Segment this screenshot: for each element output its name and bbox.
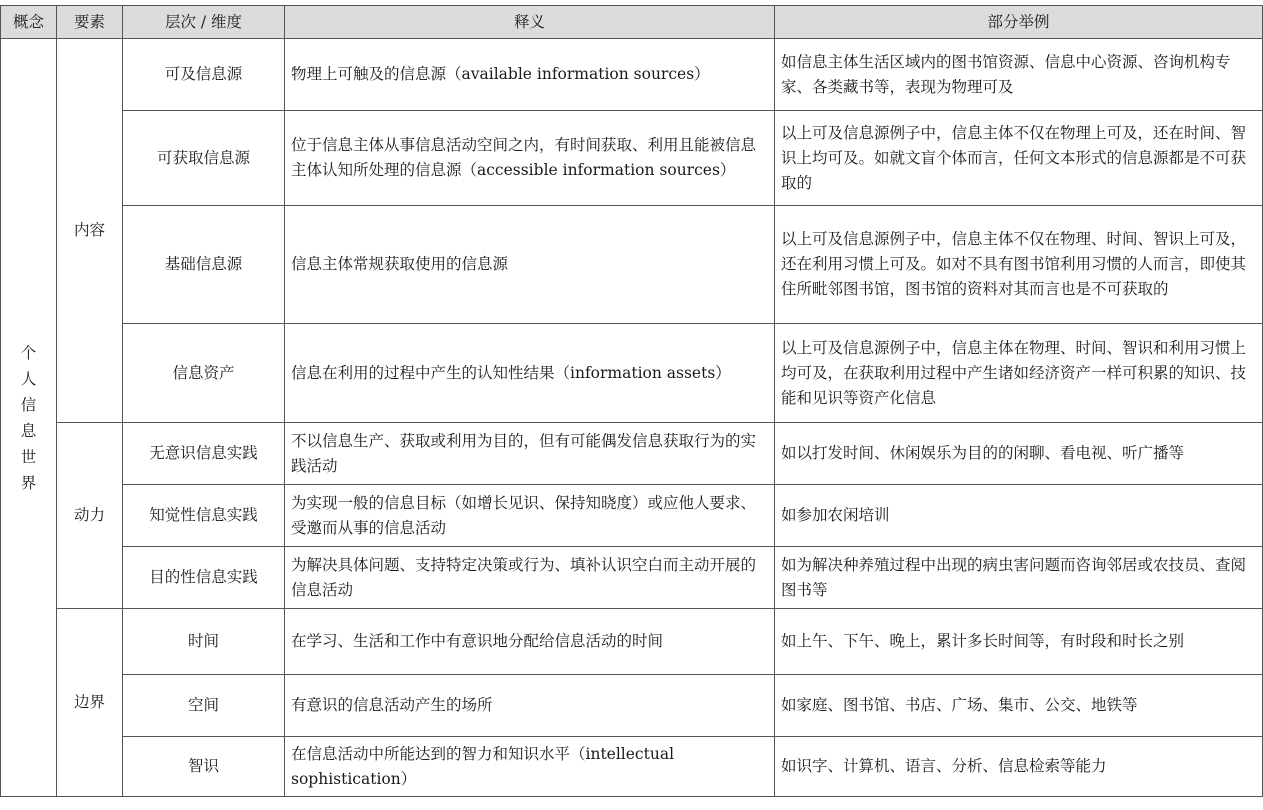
example-cell: 如参加农闲培训	[775, 485, 1263, 547]
header-dimension: 层次 / 维度	[123, 6, 285, 39]
example-cell: 以上可及信息源例子中，信息主体不仅在物理、时间、智识上可及，还在利用习惯上可及。如对不具有图书馆利用习惯的人而言，即使其住所毗邻图书馆，图书馆的资料对其而言也是不可获取的	[775, 206, 1263, 324]
header-explanation: 释义	[285, 6, 775, 39]
explanation-cell: 信息在利用的过程中产生的认知性结果（information assets）	[285, 324, 775, 423]
table-row	[1, 423, 1263, 485]
table-row	[1, 39, 1263, 111]
explanation-cell: 位于信息主体从事信息活动空间之内，有时间获取、利用且能被信息主体认知所处理的信息源（accessible information sources）	[285, 111, 775, 206]
table-body	[1, 39, 1263, 797]
table-row	[1, 485, 1263, 547]
example-cell: 如以打发时间、休闲娱乐为目的的闲聊、看电视、听广播等	[775, 423, 1263, 485]
dimension-cell: 信息资产	[123, 324, 285, 423]
example-cell: 如为解决种养殖过程中出现的病虫害问题而咨询邻居或农技员、查阅图书等	[775, 547, 1263, 609]
dimension-cell: 智识	[123, 737, 285, 797]
dimension-cell: 可获取信息源	[123, 111, 285, 206]
dimension-cell: 目的性信息实践	[123, 547, 285, 609]
explanation-cell: 不以信息生产、获取或利用为目的，但有可能偶发信息获取行为的实践活动	[285, 423, 775, 485]
example-cell: 如上午、下午、晚上，累计多长时间等，有时段和时长之别	[775, 609, 1263, 675]
element-cell-content: 内容	[57, 39, 123, 423]
element-cell-boundary: 边界	[57, 609, 123, 797]
dimension-cell: 基础信息源	[123, 206, 285, 324]
dimension-cell: 知觉性信息实践	[123, 485, 285, 547]
dimension-cell: 时间	[123, 609, 285, 675]
header-row	[1, 6, 1263, 39]
example-cell: 如信息主体生活区域内的图书馆资源、信息中心资源、咨询机构专家、各类藏书等，表现为物理可及	[775, 39, 1263, 111]
table-row	[1, 737, 1263, 797]
table-row	[1, 324, 1263, 423]
element-cell-motivation: 动力	[57, 423, 123, 609]
table-row	[1, 609, 1263, 675]
concept-cell: 个人信息世界	[1, 39, 57, 797]
explanation-cell: 在学习、生活和工作中有意识地分配给信息活动的时间	[285, 609, 775, 675]
table-row	[1, 111, 1263, 206]
explanation-cell: 物理上可触及的信息源（available information sources）	[285, 39, 775, 111]
example-cell: 如识字、计算机、语言、分析、信息检索等能力	[775, 737, 1263, 797]
table-row	[1, 675, 1263, 737]
explanation-cell: 信息主体常规获取使用的信息源	[285, 206, 775, 324]
explanation-cell: 为实现一般的信息目标（如增长见识、保持知晓度）或应他人要求、受邀而从事的信息活动	[285, 485, 775, 547]
table-row	[1, 206, 1263, 324]
explanation-cell: 在信息活动中所能达到的智力和知识水平（intellectual sophistication）	[285, 737, 775, 797]
header-concept: 概念	[1, 6, 57, 39]
header-element: 要素	[57, 6, 123, 39]
dimension-cell: 可及信息源	[123, 39, 285, 111]
dimension-cell: 空间	[123, 675, 285, 737]
table-header	[1, 6, 1263, 39]
header-example: 部分举例	[775, 6, 1263, 39]
example-cell: 如家庭、图书馆、书店、广场、集市、公交、地铁等	[775, 675, 1263, 737]
information-world-table	[0, 5, 1263, 797]
example-cell: 以上可及信息源例子中，信息主体不仅在物理上可及，还在时间、智识上均可及。如就文盲个体而言，任何文本形式的信息源都是不可获取的	[775, 111, 1263, 206]
table-row	[1, 547, 1263, 609]
dimension-cell: 无意识信息实践	[123, 423, 285, 485]
example-cell: 以上可及信息源例子中，信息主体在物理、时间、智识和利用习惯上均可及，在获取利用过程中产生诸如经济资产一样可积累的知识、技能和见识等资产化信息	[775, 324, 1263, 423]
explanation-cell: 有意识的信息活动产生的场所	[285, 675, 775, 737]
explanation-cell: 为解决具体问题、支持特定决策或行为、填补认识空白而主动开展的信息活动	[285, 547, 775, 609]
